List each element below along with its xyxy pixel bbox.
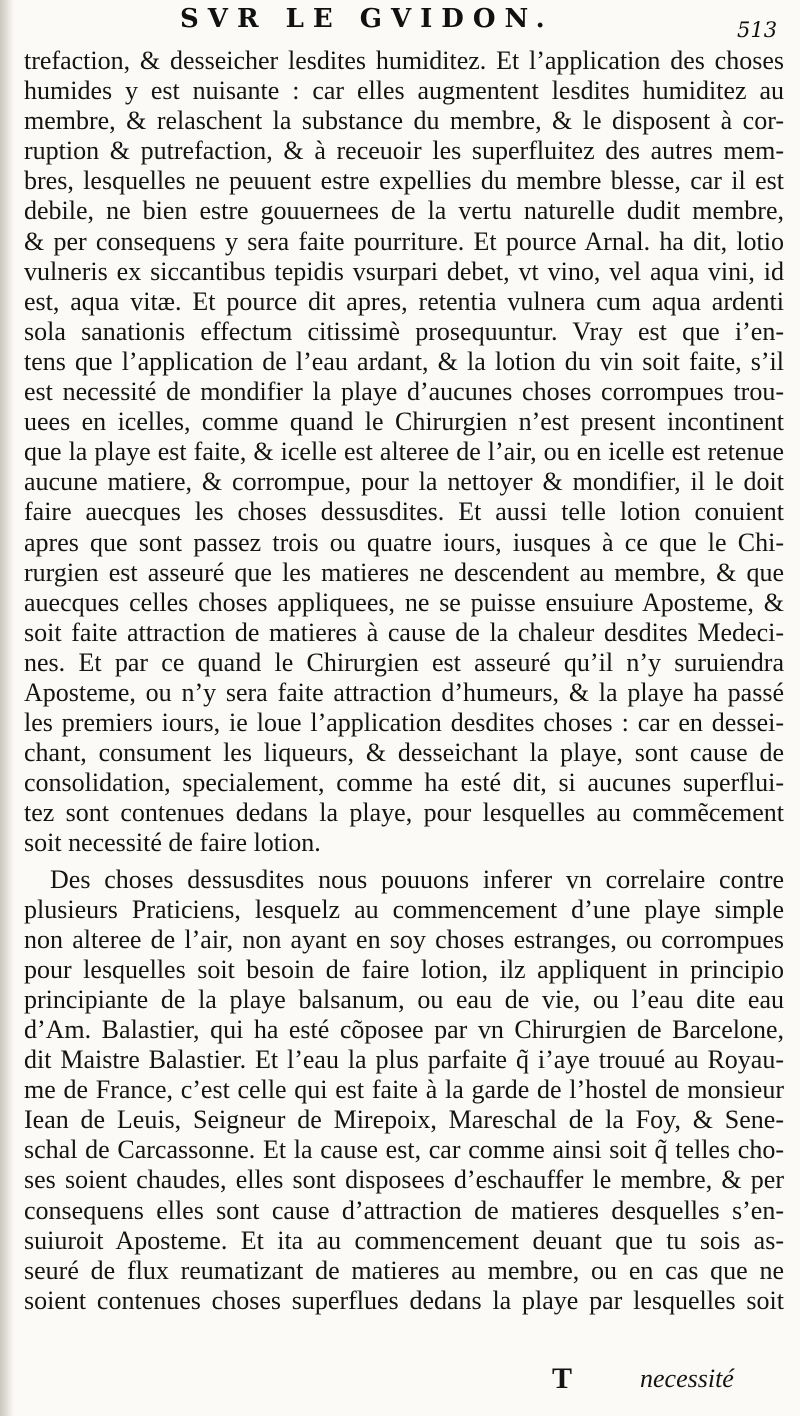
text-line: humides y est nuisante : car elles augmentent lesdites humiditez au <box>24 76 784 106</box>
page-header <box>0 0 800 40</box>
text-line: sola sanationis effectum citissimè prosequuntur. Vray est que i’en- <box>24 316 784 346</box>
text-line: Des choses dessusdites nous pouuons inferer vn correlaire contre <box>50 864 784 894</box>
catchword: necessité <box>640 1364 734 1393</box>
text-line: chant, consument les liqueurs, & desseichant la playe, sont cause de <box>24 738 784 768</box>
text-line: faire auecques les choses dessusdites. Et aussi telle lotion conuient <box>24 497 784 527</box>
text-line: d’Am. Balastier, qui ha esté cõposee par vn Chirurgien de Barcelone, <box>24 1015 784 1044</box>
page-number: 513 <box>737 18 778 42</box>
text-line: bres, lesquelles ne peuuent estre expellies du membre blesse, car il est <box>24 166 784 196</box>
text-line: Aposteme, ou n’y sera faite attraction d’humeurs, & la playe ha passé <box>24 677 784 707</box>
text-line: non alteree de l’air, non ayant en soy choses estranges, ou corrompues <box>24 924 784 954</box>
text-line: est necessité de mondifier la playe d’aucunes choses corrompues trou- <box>24 377 784 407</box>
text-line: trefaction, & desseicher lesdites humiditez. Et l’application des choses <box>24 46 784 75</box>
paragraph-2 <box>24 865 784 1316</box>
text-line: seuré de flux reumatizant de matieres au membre, ou en cas que ne <box>24 1255 784 1285</box>
text-line: & per consequens y sera faite pourriture. Et pource Arnal. ha dit, lotio <box>24 226 784 256</box>
text-line: suiuroit Aposteme. Et ita au commencement deuant que tu sois as- <box>24 1225 784 1255</box>
text-line: membre, & relaschent la substance du membre, & le disposent à cor- <box>24 106 784 136</box>
text-line: rurgien est asseuré que les matieres ne descendent au membre, & que <box>24 557 784 587</box>
paragraph-1 <box>24 46 784 859</box>
text-line: me de France, c’est celle qui est faite à la garde de l’hostel de monsieur <box>24 1075 784 1105</box>
text-line: plusieurs Praticiens, lesquelz au commencement d’une playe simple <box>24 894 784 924</box>
page-footer <box>0 1362 800 1402</box>
page-gutter-shadow <box>0 0 14 1416</box>
text-line: uees en icelles, comme quand le Chirurgien n’est present incontinent <box>24 407 784 437</box>
text-line: est, aqua vitæ. Et pource dit apres, retentia vulnera cum aqua ardenti <box>24 286 784 316</box>
text-line: que la playe est faite, & icelle est alteree de l’air, ou en icelle est retenue <box>24 437 784 467</box>
text-line: nes. Et par ce quand le Chirurgien est asseuré qu’il n’y suruiendra <box>24 647 784 677</box>
text-line: debile, ne bien estre gouuernees de la vertu naturelle dudit membre, <box>24 196 784 226</box>
text-line: vulneris ex siccantibus tepidis vsurpari debet, vt vino, vel aqua vini, id <box>24 256 784 286</box>
text-line: schal de Carcassonne. Et la cause est, car comme ainsi soit q̃ telles cho- <box>24 1135 784 1165</box>
text-line: principiante de la playe balsanum, ou eau de vie, ou l’eau dite eau <box>24 984 784 1014</box>
text-line: pour lesquelles soit besoin de faire lotion, ilz appliquent in principio <box>24 954 784 984</box>
text-line: tez sont contenues dedans la playe, pour lesquelles au commẽcement <box>24 798 784 828</box>
text-line: ruption & putrefaction, & à receuoir les superfluitez des autres mem- <box>24 136 784 166</box>
signature-mark: T <box>552 1362 573 1395</box>
text-line: aucune matiere, & corrompue, pour la nettoyer & mondifier, il le doit <box>24 467 784 497</box>
text-line: dit Maistre Balastier. Et l’eau la plus parfaite q̃ i’aye trouué au Royau- <box>24 1045 784 1075</box>
main-text <box>24 46 784 1316</box>
text-line: tens que l’application de l’eau ardant, & la lotion du vin soit faite, s’il <box>24 346 784 376</box>
text-line: consequens elles sont cause d’attraction de matieres desquelles s’en- <box>24 1195 784 1225</box>
text-line: soit necessité de faire lotion. <box>24 828 321 858</box>
text-line: consolidation, specialement, comme ha esté dit, si aucunes superflui- <box>24 768 784 798</box>
text-line: Iean de Leuis, Seigneur de Mirepoix, Mareschal de la Foy, & Sene- <box>24 1105 784 1135</box>
text-line: soit faite attraction de matieres à cause de la chaleur desdites Medeci- <box>24 617 784 647</box>
text-line: les premiers iours, ie loue l’application desdites choses : car en dessei- <box>24 708 784 738</box>
running-title: SVR LE GVIDON. <box>180 4 554 34</box>
text-line: apres que sont passez trois ou quatre iours, iusques à ce que le Chi- <box>24 527 784 557</box>
text-line: ses soient chaudes, elles sont disposees d’eschauffer le membre, & per <box>24 1165 784 1195</box>
text-line: auecques celles choses appliquees, ne se puisse ensuiure Aposteme, & <box>24 587 784 617</box>
text-line: soient contenues choses superflues dedans la playe par lesquelles soit <box>24 1285 784 1315</box>
